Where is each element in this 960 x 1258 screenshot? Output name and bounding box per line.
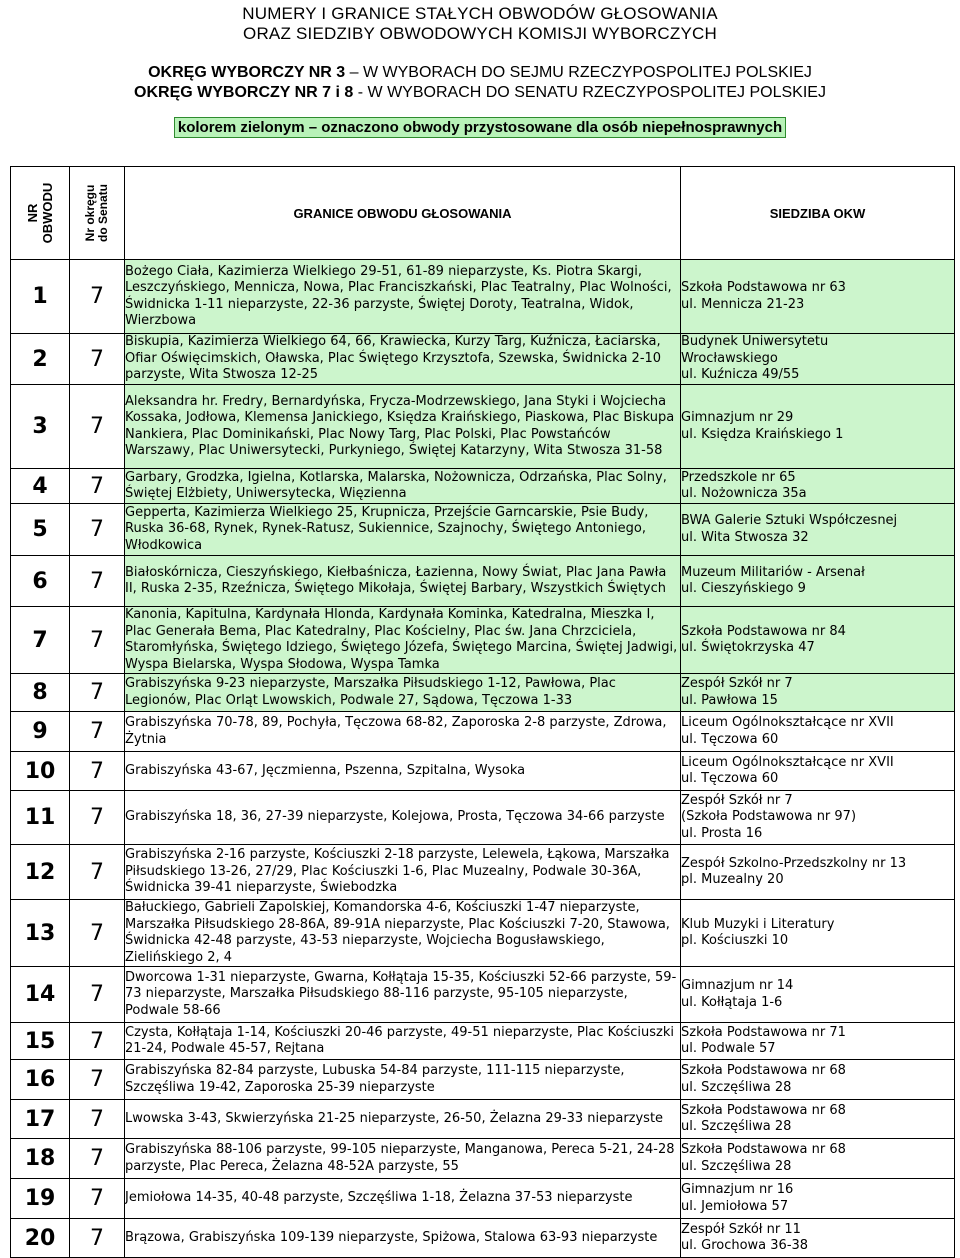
commission-seat	[681, 607, 955, 674]
sejm-line	[0, 64, 960, 82]
senate-district-number: 7	[70, 607, 125, 674]
seat-line: Liceum Ogólnokształcące nr XVII	[681, 715, 894, 730]
district-boundaries: Grabiszyńska 82-84 parzyste, Lubuska 54-84 parzyste, 111-115 nieparzyste, Szczęśliwa 19-42, Zaporoska 25-39 nieparzyste	[125, 1060, 681, 1100]
senate-district-number: 7	[70, 791, 125, 845]
seat-line: ul. Szczęśliwa 28	[681, 1079, 792, 1095]
district-boundaries: Grabiszyńska 18, 36, 27-39 nieparzyste, Kolejowa, Prosta, Tęczowa 34-66 parzyste	[125, 791, 681, 845]
seat-line: ul. Jemiołowa 57	[681, 1198, 789, 1214]
district-boundaries: Gepperta, Kazimierza Wielkiego 25, Krupnicza, Przejście Garncarskie, Psie Budy, Ruska 36-68, Rynek, Rynek-Ratusz, Sukiennice, Szajnochy, Świętego Antoniego, Włodkowica	[125, 504, 681, 556]
senate-district-number: 7	[70, 469, 125, 504]
commission-seat	[681, 469, 955, 504]
seat-line: Szkoła Podstawowa nr 63	[681, 280, 846, 295]
commission-seat	[681, 900, 955, 967]
district-boundaries: Lwowska 3-43, Skwierzyńska 21-25 nieparzyste, 26-50, Żelazna 29-33 nieparzyste	[125, 1100, 681, 1139]
seat-line: ul. Kuźnicza 49/55	[681, 367, 800, 383]
district-number: 11	[11, 791, 70, 845]
header-granice: GRANICE OBWODU GŁOSOWANIA	[125, 167, 681, 260]
table-row	[11, 385, 955, 469]
district-boundaries: Grabiszyńska 70-78, 89, Pochyła, Tęczowa 68-82, Zaporoska 2-8 parzyste, Zdrowa, Żytnia	[125, 712, 681, 752]
district-boundaries: Białoskórnicza, Cieszyńskiego, Kiełbaśnicza, Łazienna, Nowy Świat, Plac Jana Pawła II, Ruska 2-35, Rzeźnicza, Świętego Mikołaja, Świętej Barbary, Wszystkich Świętych	[125, 556, 681, 607]
table-row	[11, 260, 955, 334]
table-row	[11, 607, 955, 674]
district-number: 2	[11, 334, 70, 385]
commission-seat	[681, 334, 955, 385]
seat-line: ul. Szczęśliwa 28	[681, 1158, 792, 1174]
seat-line: ul. Świętokrzyska 47	[681, 640, 815, 655]
table-row	[11, 674, 955, 712]
commission-seat	[681, 504, 955, 556]
table-row	[11, 1100, 955, 1139]
seat-line: ul. Tęczowa 60	[681, 731, 779, 747]
senate-district-number: 7	[70, 385, 125, 469]
district-number: 16	[11, 1060, 70, 1100]
seat-line: Liceum Ogólnokształcące nr XVII	[681, 754, 894, 770]
senate-district-number: 7	[70, 1179, 125, 1219]
page-header	[0, 4, 960, 138]
seat-line: ul. Szczęśliwa 28	[681, 1119, 792, 1134]
senate-district-number: 7	[70, 712, 125, 752]
district-number: 14	[11, 967, 70, 1023]
table-row	[11, 1179, 955, 1219]
table-row	[11, 791, 955, 845]
senat-bold: OKRĘG WYBORCZY NR 7 i 8	[134, 84, 354, 101]
seat-line: pl. Muzealny 20	[681, 872, 784, 887]
sejm-rest: – W WYBORACH DO SEJMU RZECZYPOSPOLITEJ POLSKIEJ	[345, 64, 812, 81]
seat-line: ul. Wita Stwosza 32	[681, 529, 809, 545]
commission-seat	[681, 1060, 955, 1100]
seat-line: ul. Pawłowa 15	[681, 692, 778, 708]
title-line-2: ORAZ SIEDZIBY OBWODOWYCH KOMISJI WYBORCZYCH	[243, 24, 717, 43]
district-number: 4	[11, 469, 70, 504]
senate-district-number: 7	[70, 1139, 125, 1179]
district-boundaries: Grabiszyńska 88-106 parzyste, 99-105 nieparzyste, Manganowa, Pereca 5-21, 24-28 parzyste, Plac Pereca, Żelazna 48-52A parzyste, 55	[125, 1139, 681, 1179]
seat-line: (Szkoła Podstawowa nr 97)	[681, 809, 857, 825]
table-row	[11, 469, 955, 504]
senat-line	[0, 84, 960, 102]
commission-seat	[681, 1179, 955, 1219]
district-boundaries: Kanonia, Kapitulna, Kardynała Hlonda, Kardynała Kominka, Katedralna, Mieszka I, Plac Generała Bema, Plac Katedralny, Plac Kościelny, Plac św. Jana Chrzciciela, Staromłyńska, Świętego Idziego, Świętego Józefa, Świętego Marcina, Świętej Jadwigi, Wyspa Bielarska, Wyspa Słodowa, Wyspa Tamka	[125, 607, 681, 674]
header-nr-obwodu: NR OBWODU	[11, 167, 70, 260]
title-line-1: NUMERY I GRANICE STAŁYCH OBWODÓW GŁOSOWANIA	[242, 4, 718, 23]
seat-line: Budynek Uniwersytetu	[681, 334, 829, 350]
district-number: 3	[11, 385, 70, 469]
table-row	[11, 900, 955, 967]
commission-seat	[681, 674, 955, 712]
district-number: 1	[11, 260, 70, 334]
table-row	[11, 334, 955, 385]
seat-line: Zespół Szkół nr 7	[681, 792, 793, 808]
district-number: 20	[11, 1219, 70, 1258]
district-number: 6	[11, 556, 70, 607]
seat-line: Gimnazjum nr 29	[681, 410, 794, 425]
district-number: 13	[11, 900, 70, 967]
seat-line: ul. Księdza Kraińskiego 1	[681, 426, 844, 442]
seat-line: ul. Kołłątaja 1-6	[681, 994, 783, 1010]
table-row	[11, 967, 955, 1023]
commission-seat	[681, 1023, 955, 1060]
senate-district-number: 7	[70, 556, 125, 607]
district-boundaries: Garbary, Grodzka, Igielna, Kotlarska, Malarska, Nożownicza, Odrzańska, Plac Solny, Świętej Elżbiety, Uniwersytecka, Więzienna	[125, 469, 681, 504]
seat-line: Muzeum Militariów - Arsenał	[681, 564, 865, 580]
seat-line: ul. Podwale 57	[681, 1041, 776, 1056]
commission-seat	[681, 752, 955, 791]
table-header-row	[11, 167, 955, 260]
commission-seat	[681, 556, 955, 607]
table-row	[11, 556, 955, 607]
districts-table	[10, 166, 955, 1258]
seat-line: Przedszkole nr 65	[681, 469, 796, 485]
table-row	[11, 1060, 955, 1100]
senate-district-number: 7	[70, 1100, 125, 1139]
accessibility-note: kolorem zielonym – oznaczono obwody przystosowane dla osób niepełnosprawnych	[174, 117, 786, 138]
table-row	[11, 712, 955, 752]
senate-district-number: 7	[70, 1219, 125, 1258]
seat-line: BWA Galerie Sztuki Współczesnej	[681, 513, 898, 528]
seat-line: Szkoła Podstawowa nr 68	[681, 1063, 846, 1078]
table-row	[11, 1023, 955, 1060]
senate-district-number: 7	[70, 504, 125, 556]
district-number: 12	[11, 845, 70, 900]
sejm-bold: OKRĘG WYBORCZY NR 3	[148, 64, 346, 81]
senate-district-number: 7	[70, 260, 125, 334]
district-boundaries: Grabiszyńska 9-23 nieparzyste, Marszałka Piłsudskiego 1-12, Pawłowa, Plac Legionów, Plac Orląt Lwowskich, Podwale 27, Sądowa, Tęczowa 1-33	[125, 674, 681, 712]
district-number: 9	[11, 712, 70, 752]
district-boundaries: Bałuckiego, Gabrieli Zapolskiej, Komandorska 4-6, Kościuszki 1-47 nieparzyste, Marszałka Piłsudskiego 28-86A, 89-91A nieparzyste, Plac Kościuszki 7-20, Stawowa, Świdnicka 42-48 parzyste, 43-53 nieparzyste, Wojciecha Bogusławskiego, Zielińskiego 2, 4	[125, 900, 681, 967]
senate-district-number: 7	[70, 752, 125, 791]
seat-line: ul. Tęczowa 60	[681, 771, 779, 786]
commission-seat	[681, 791, 955, 845]
seat-line: ul. Mennicza 21-23	[681, 296, 805, 312]
seat-line: ul. Nożownicza 35a	[681, 486, 807, 501]
commission-seat	[681, 385, 955, 469]
seat-line: pl. Kościuszki 10	[681, 933, 789, 948]
seat-line: Szkoła Podstawowa nr 68	[681, 1142, 846, 1157]
senat-rest: - W WYBORACH DO SENATU RZECZYPOSPOLITEJ POLSKIEJ	[353, 84, 826, 101]
district-number: 18	[11, 1139, 70, 1179]
header-siedziba: SIEDZIBA OKW	[681, 167, 955, 260]
seat-line: ul. Grochowa 36-38	[681, 1238, 809, 1253]
district-boundaries: Brązowa, Grabiszyńska 109-139 nieparzyste, Spiżowa, Stalowa 63-93 nieparzyste	[125, 1219, 681, 1258]
district-boundaries: Biskupia, Kazimierza Wielkiego 64, 66, Krawiecka, Kurzy Targ, Kuźnicza, Łaciarska, Ofiar Oświęcimskich, Oławska, Plac Świętego Krzysztofa, Szewska, Świdnicka 2-10 parzyste, Wita Stwosza 12-25	[125, 334, 681, 385]
senate-district-number: 7	[70, 1060, 125, 1100]
seat-line: Szkoła Podstawowa nr 84	[681, 623, 846, 639]
seat-line: ul. Cieszyńskiego 9	[681, 581, 806, 596]
commission-seat	[681, 1100, 955, 1139]
seat-line: Gimnazjum nr 16	[681, 1182, 794, 1197]
table-row	[11, 504, 955, 556]
district-number: 5	[11, 504, 70, 556]
commission-seat	[681, 260, 955, 334]
senate-district-number: 7	[70, 674, 125, 712]
commission-seat	[681, 1219, 955, 1258]
district-boundaries: Czysta, Kołłątaja 1-14, Kościuszki 20-46 parzyste, 49-51 nieparzyste, Plac Kościuszki 21-24, Podwale 45-57, Rejtana	[125, 1023, 681, 1060]
table-row	[11, 1139, 955, 1179]
senate-district-number: 7	[70, 967, 125, 1023]
commission-seat	[681, 712, 955, 752]
commission-seat	[681, 1139, 955, 1179]
district-number: 8	[11, 674, 70, 712]
senate-district-number: 7	[70, 845, 125, 900]
district-boundaries: Bożego Ciała, Kazimierza Wielkiego 29-51, 61-89 nieparzyste, Ks. Piotra Skargi, Leszczyńskiego, Mennicza, Nowa, Plac Franciszkański, Plac Teatralny, Plac Wolności, Świdnicka 1-11 nieparzyste, 22-36 parzyste, Świętej Doroty, Teatralna, Widok, Wierzbowa	[125, 260, 681, 334]
district-boundaries: Grabiszyńska 2-16 parzyste, Kościuszki 2-18 parzyste, Lelewela, Łąkowa, Marszałka Piłsudskiego 13-26, 27/29, Plac Kościuszki 1-6, Plac Muzealny, Podwale 30-36A, Świdnicka 39-41 nieparzyste, Świebodzka	[125, 845, 681, 900]
seat-line: Klub Muzyki i Literatury	[681, 916, 835, 932]
district-boundaries: Grabiszyńska 43-67, Jęczmienna, Pszenna, Szpitalna, Wysoka	[125, 752, 681, 791]
senate-district-number: 7	[70, 1023, 125, 1060]
seat-line: Gimnazjum nr 14	[681, 978, 794, 993]
seat-line: Szkoła Podstawowa nr 71	[681, 1024, 846, 1040]
senate-district-number: 7	[70, 334, 125, 385]
table-row	[11, 1219, 955, 1258]
table-row	[11, 752, 955, 791]
header-nr-okregu: Nr okręgu do Senatu	[70, 167, 125, 260]
district-number: 15	[11, 1023, 70, 1060]
senate-district-number: 7	[70, 900, 125, 967]
district-number: 19	[11, 1179, 70, 1219]
seat-line: Zespół Szkolno-Przedszkolny nr 13	[681, 855, 907, 871]
district-number: 10	[11, 752, 70, 791]
commission-seat	[681, 967, 955, 1023]
seat-line: Zespół Szkół nr 7	[681, 676, 793, 691]
commission-seat	[681, 845, 955, 900]
district-boundaries: Dworcowa 1-31 nieparzyste, Gwarna, Kołłątaja 15-35, Kościuszki 52-66 parzyste, 59-73 nieparzyste, Marszałka Piłsudskiego 88-116 parzyste, 95-105 nieparzyste, Podwale 58-66	[125, 967, 681, 1023]
district-boundaries: Jemiołowa 14-35, 40-48 parzyste, Szczęśliwa 1-18, Żelazna 37-53 nieparzyste	[125, 1179, 681, 1219]
district-number: 17	[11, 1100, 70, 1139]
seat-line: Zespół Szkół nr 11	[681, 1221, 801, 1237]
district-boundaries: Aleksandra hr. Fredry, Bernardyńska, Frycza-Modrzewskiego, Jana Styki i Wojciecha Kossaka, Jodłowa, Klemensa Janickiego, Księdza Kraińskiego, Piaskowa, Plac Biskupa Nankiera, Plac Dominikański, Plac Nowy Targ, Plac Polski, Plac Powstańców Warszawy, Plac Uniwersytecki, Purkyniego, Świętej Katarzyny, Wita Stwosza 31-58	[125, 385, 681, 469]
district-number: 7	[11, 607, 70, 674]
seat-line: ul. Prosta 16	[681, 825, 763, 841]
seat-line: Szkoła Podstawowa nr 68	[681, 1102, 846, 1118]
table-row	[11, 845, 955, 900]
seat-line: Wrocławskiego	[681, 350, 778, 366]
